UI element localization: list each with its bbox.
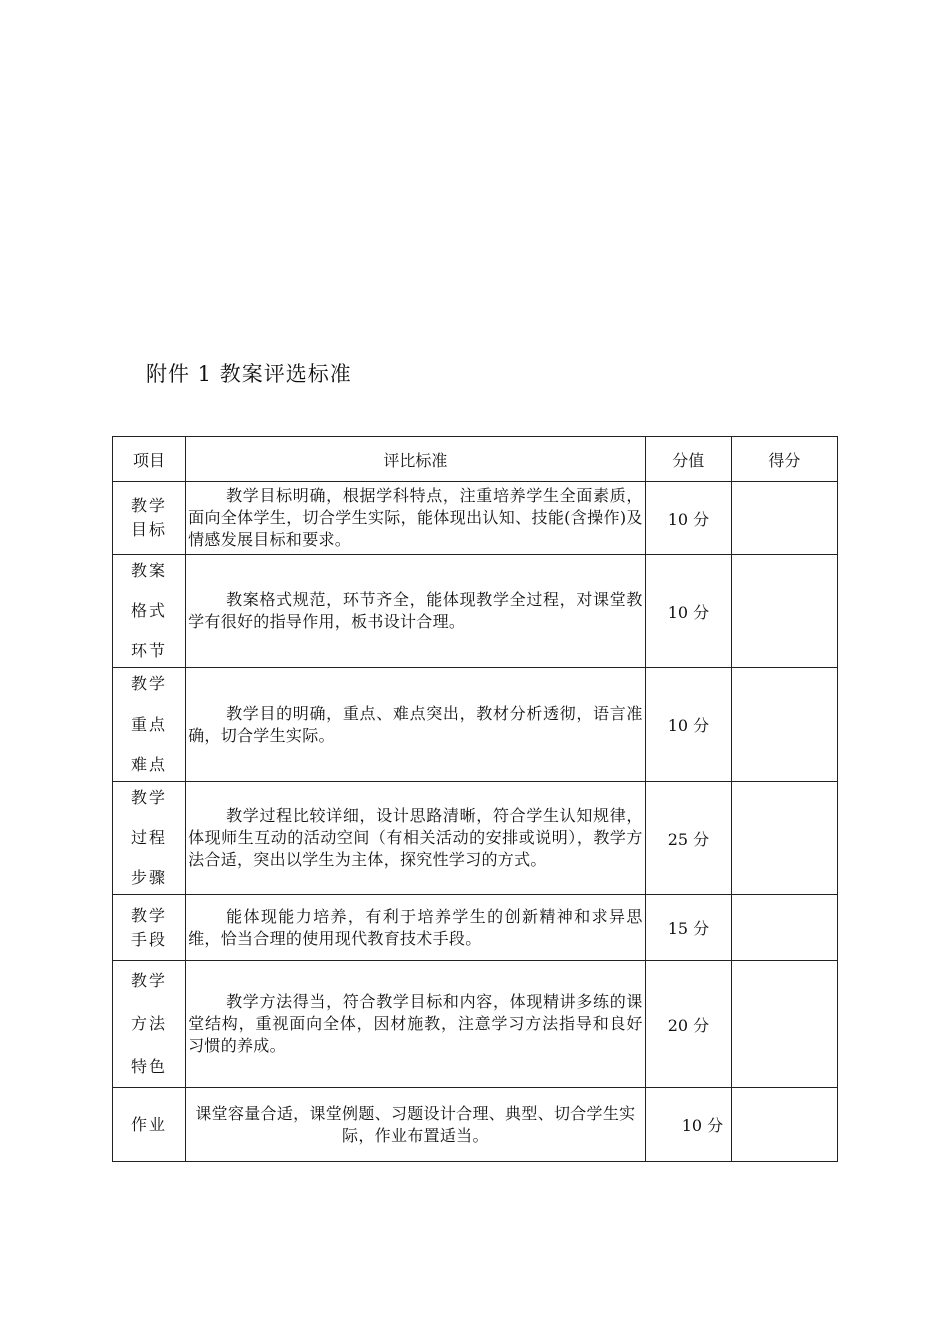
item-line: 重点: [131, 714, 168, 734]
score-cell: 25 分: [645, 782, 731, 895]
item-line: 教学: [131, 905, 168, 925]
item-line: 手段: [131, 929, 168, 949]
item-cell: [113, 961, 186, 1088]
criteria-cell: 教学目标明确，根据学科特点，注重培养学生全面素质，面向全体学生，切合学生实际，能体现出认知、技能(含操作)及情感发展目标和要求。: [186, 482, 646, 555]
item-line: 步骤: [131, 868, 168, 887]
score-cell: 15 分: [645, 895, 731, 961]
item-cell: [113, 782, 186, 895]
got-score-cell[interactable]: [731, 555, 837, 668]
score-cell: 20 分: [645, 961, 731, 1088]
table-header-row: [113, 437, 838, 482]
item-line: 教学: [131, 496, 168, 515]
header-item: 项目: [113, 437, 186, 482]
got-score-cell[interactable]: [731, 895, 837, 961]
score-cell: 10 分: [645, 668, 731, 782]
item-line: 作业: [131, 1114, 168, 1134]
item-cell: [113, 555, 186, 668]
got-score-cell[interactable]: [731, 782, 837, 895]
got-score-cell[interactable]: [731, 1088, 837, 1162]
table-row: [113, 482, 838, 555]
item-line: 环节: [131, 641, 168, 660]
item-line: 教学: [131, 674, 168, 693]
got-score-cell[interactable]: [731, 668, 837, 782]
table-row: [113, 555, 838, 668]
score-cell: 10 分: [645, 1088, 731, 1162]
document-title: 附件 1 教案评选标准: [146, 362, 352, 386]
got-score-cell[interactable]: [731, 961, 837, 1088]
table-row: [113, 895, 838, 961]
header-score: 分值: [645, 437, 731, 482]
criteria-cell: 教学目的明确，重点、难点突出，教材分析透彻，语言准确，切合学生实际。: [186, 668, 646, 782]
header-criteria: 评比标准: [186, 437, 646, 482]
item-line: 特色: [131, 1057, 168, 1076]
score-cell: 10 分: [645, 482, 731, 555]
table-row: [113, 668, 838, 782]
table-row: [113, 1088, 838, 1162]
item-cell: [113, 482, 186, 555]
criteria-cell: 教学方法得当，符合教学目标和内容，体现精讲多练的课堂结构，重视面向全体，因材施教，注意学习方法指导和良好习惯的养成。: [186, 961, 646, 1088]
score-cell: 10 分: [645, 555, 731, 668]
item-line: 方法: [131, 1014, 168, 1033]
got-score-cell[interactable]: [731, 482, 837, 555]
item-cell: [113, 668, 186, 782]
item-cell: [113, 1088, 186, 1162]
table-row: [113, 782, 838, 895]
item-line: 过程: [131, 828, 168, 847]
criteria-cell: 能体现能力培养，有利于培养学生的创新精神和求异思维，恰当合理的使用现代教育技术手段。: [186, 895, 646, 961]
table-row: [113, 961, 838, 1088]
item-cell: [113, 895, 186, 961]
item-line: 教学: [131, 788, 168, 807]
evaluation-criteria-table: [112, 436, 838, 1162]
item-line: 难点: [131, 755, 168, 774]
criteria-cell: 教案格式规范，环节齐全，能体现教学全过程，对课堂教学有很好的指导作用，板书设计合理。: [186, 555, 646, 668]
item-line: 目标: [131, 520, 168, 539]
criteria-cell: 教学过程比较详细，设计思路清晰，符合学生认知规律，体现师生互动的活动空间（有相关活动的安排或说明），教学方法合适，突出以学生为主体，探究性学习的方式。: [186, 782, 646, 895]
criteria-cell: 课堂容量合适，课堂例题、习题设计合理、典型、切合学生实际，作业布置适当。: [186, 1088, 646, 1162]
item-line: 教案: [131, 561, 168, 580]
header-got: 得分: [731, 437, 837, 482]
item-line: 教学: [131, 971, 168, 990]
item-line: 格式: [131, 601, 168, 620]
